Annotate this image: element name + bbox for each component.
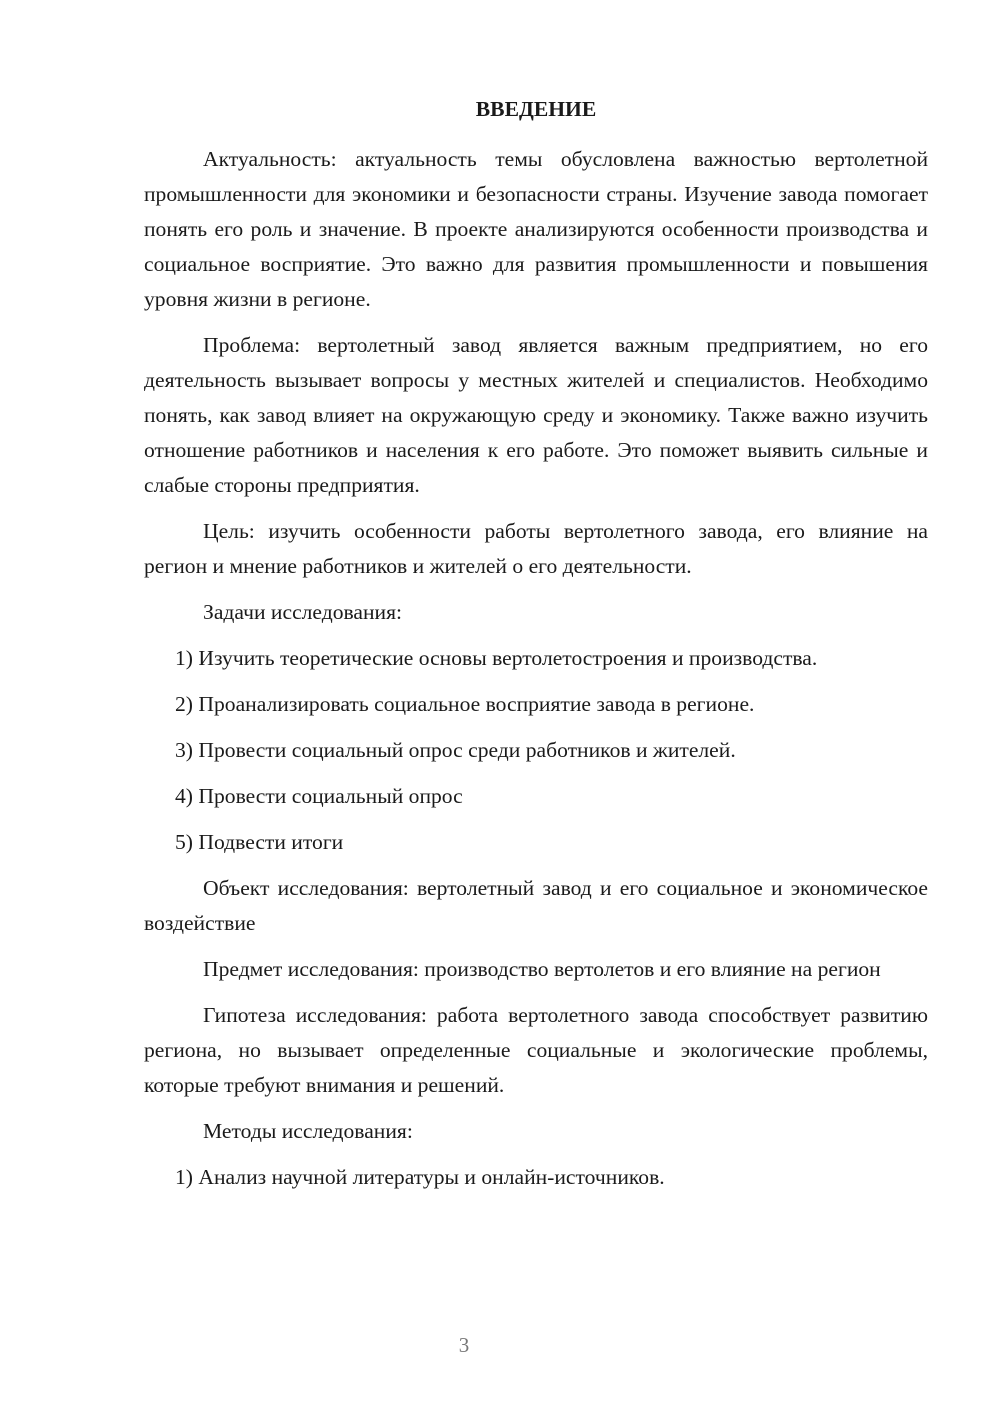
subject-paragraph: Предмет исследования: производство вертолетов и его влияние на регион [203, 957, 881, 981]
object-paragraph: Объект исследования: вертолетный завод и его социальное и экономическое воздействие [144, 876, 928, 935]
list-item: 4) Провести социальный опрос [175, 784, 463, 808]
tasks-heading: Задачи исследования: [203, 600, 403, 624]
page-number: 3 [458, 1333, 470, 1357]
problem-paragraph: Проблема: вертолетный завод является важным предприятием, но его деятельность вызывает вопросы у местных жителей и специалистов. Необходимо понять, как завод влияет на окружающую среду и экономику. Также важно изучить отношение работников и населения к его работе. Это поможет выявить сильные и слабые стороны предприятия. [144, 333, 928, 497]
page-body [144, 92, 928, 1206]
list-item: 3) Провести социальный опрос среди работников и жителей. [175, 738, 736, 762]
methods-heading: Методы исследования: [203, 1119, 413, 1143]
list-item: 2) Проанализировать социальное восприятие завода в регионе. [175, 692, 755, 716]
list-item: 1) Анализ научной литературы и онлайн-источников. [175, 1165, 665, 1189]
tasks-list [144, 641, 928, 860]
section-title: ВВЕДЕНИЕ [475, 97, 597, 121]
list-item: 5) Подвести итоги [175, 830, 344, 854]
goal-paragraph: Цель: изучить особенности работы вертолетного завода, его влияние на регион и мнение работников и жителей о его деятельности. [144, 519, 928, 578]
methods-list [144, 1160, 928, 1195]
relevance-paragraph: Актуальность: актуальность темы обусловлена важностью вертолетной промышленности для экономики и безопасности страны. Изучение завода помогает понять его роль и значение. В проекте анализируются особенности производства и социальное восприятие. Это важно для развития промышленности и повышения уровня жизни в регионе. [144, 147, 928, 311]
list-item: 1) Изучить теоретические основы вертолетостроения и производства. [175, 646, 818, 670]
hypothesis-paragraph: Гипотеза исследования: работа вертолетного завода способствует развитию региона, но вызывает определенные социальные и экологические проблемы, которые требуют внимания и решений. [144, 1003, 928, 1097]
